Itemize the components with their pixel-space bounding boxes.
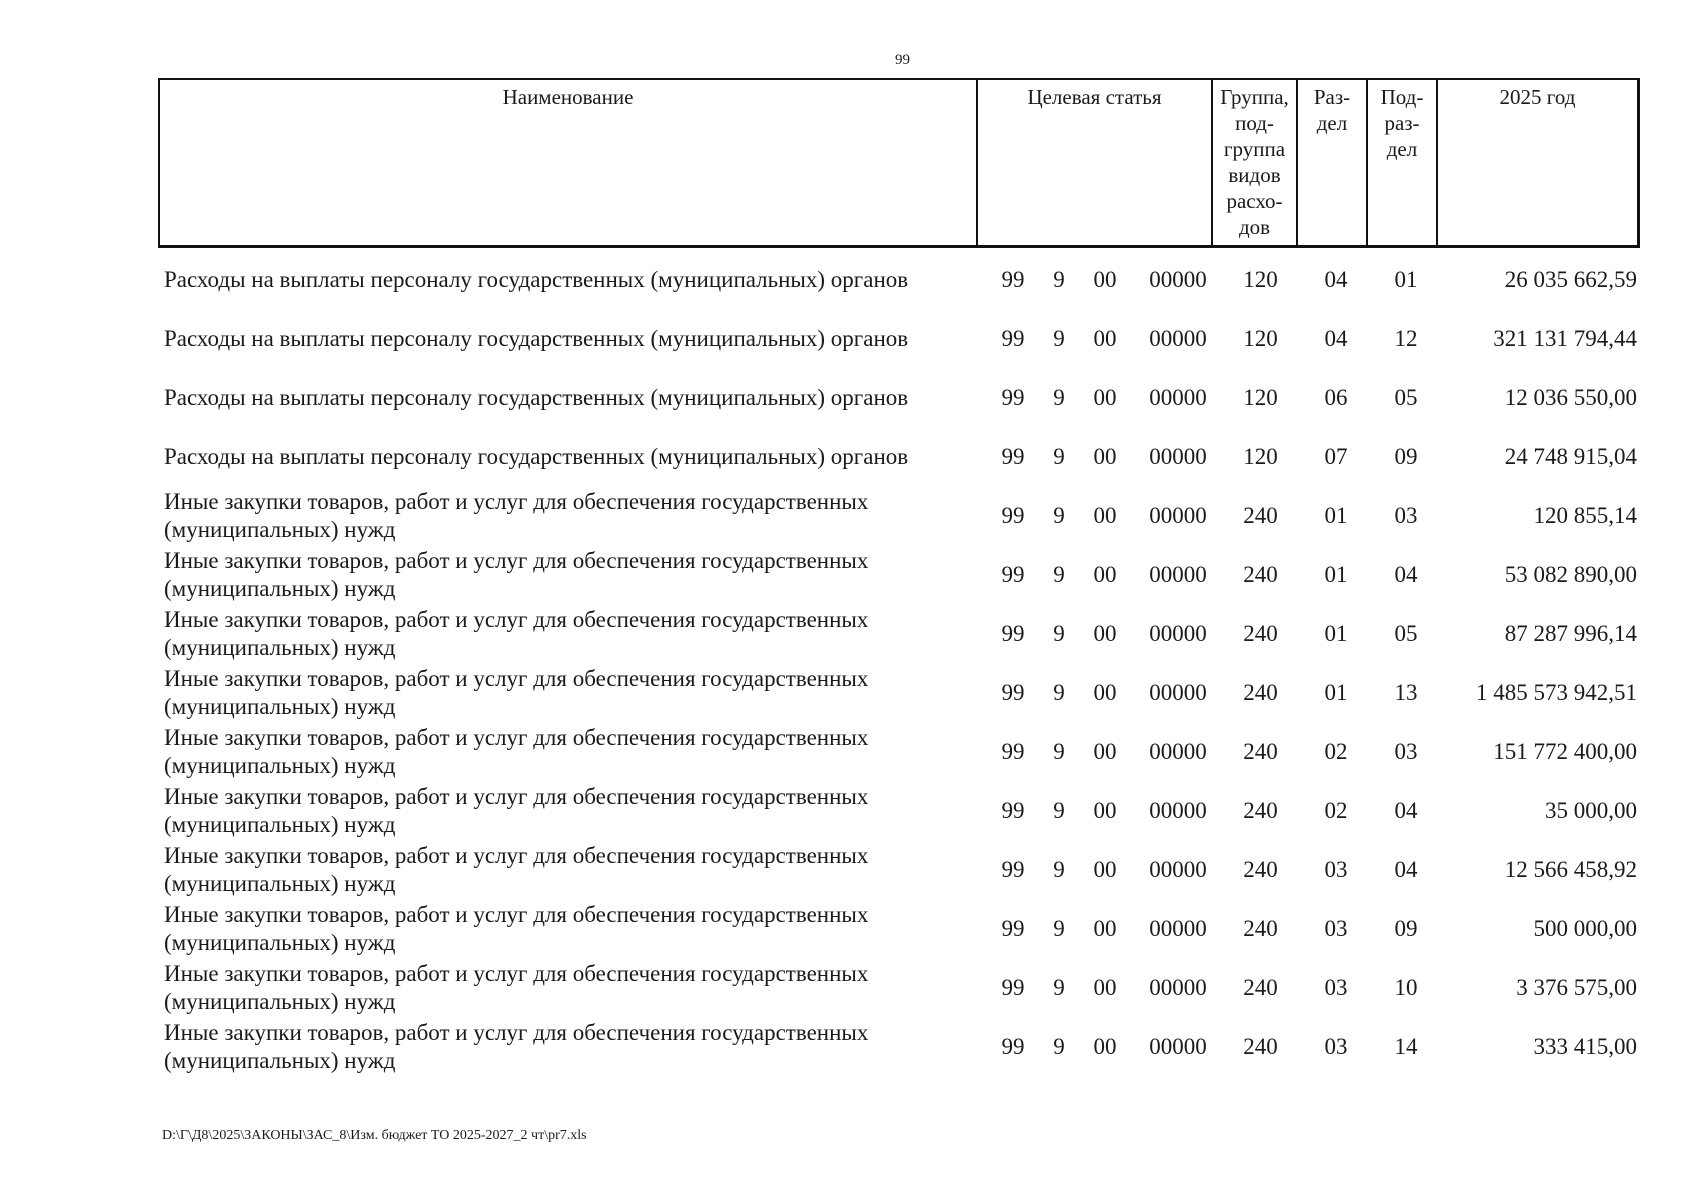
row-amount: 87 287 996,14 [1504, 620, 1637, 646]
row-expense-group: 120 [1243, 266, 1278, 292]
header-year: 2025 год [1499, 85, 1576, 109]
row-expense-group: 240 [1243, 856, 1278, 882]
row-target-direction: 00000 [1149, 266, 1207, 292]
row-podrazdel: 04 [1394, 561, 1418, 587]
row-expense-group: 240 [1243, 915, 1278, 941]
row-amount: 12 036 550,00 [1504, 384, 1637, 410]
table-row [158, 840, 1640, 899]
row-target-program: 99 [1001, 679, 1025, 705]
row-target-direction: 00000 [1149, 620, 1207, 646]
row-name: Иные закупки товаров, работ и услуг для обеспечения государственных (муниципальных) нужд [164, 960, 869, 1014]
row-name: Расходы на выплаты персоналу государственных (муниципальных) органов [164, 325, 909, 351]
row-name: Расходы на выплаты персоналу государственных (муниципальных) органов [164, 384, 909, 410]
row-target-program: 99 [1001, 974, 1025, 1000]
row-target-subprogram: 9 [1053, 325, 1065, 351]
row-razdel: 01 [1324, 620, 1348, 646]
row-target-main-event: 00 [1093, 974, 1117, 1000]
row-expense-group: 240 [1243, 738, 1278, 764]
row-razdel: 01 [1324, 502, 1348, 528]
row-name: Иные закупки товаров, работ и услуг для обеспечения государственных (муниципальных) нужд [164, 1019, 869, 1073]
row-podrazdel: 09 [1394, 915, 1418, 941]
row-razdel: 01 [1324, 561, 1348, 587]
row-podrazdel: 09 [1394, 443, 1418, 469]
row-expense-group: 240 [1243, 620, 1278, 646]
row-target-direction: 00000 [1149, 384, 1207, 410]
header-expense-group: Группа, под- группа видов расхо- дов [1213, 80, 1298, 245]
table-body [158, 250, 1640, 1076]
row-amount: 12 566 458,92 [1504, 856, 1637, 882]
row-target-subprogram: 9 [1053, 915, 1065, 941]
row-target-subprogram: 9 [1053, 797, 1065, 823]
row-target-main-event: 00 [1093, 797, 1117, 823]
row-podrazdel: 10 [1394, 974, 1418, 1000]
row-target-program: 99 [1001, 1033, 1025, 1059]
row-razdel: 03 [1324, 915, 1348, 941]
row-target-direction: 00000 [1149, 1033, 1207, 1059]
row-target-subprogram: 9 [1053, 856, 1065, 882]
row-expense-group: 240 [1243, 502, 1278, 528]
row-amount: 1 485 573 942,51 [1476, 679, 1637, 705]
row-target-subprogram: 9 [1053, 738, 1065, 764]
row-amount: 151 772 400,00 [1493, 738, 1637, 764]
row-target-main-event: 00 [1093, 266, 1117, 292]
row-target-direction: 00000 [1149, 325, 1207, 351]
row-target-main-event: 00 [1093, 915, 1117, 941]
row-amount: 333 415,00 [1533, 1033, 1637, 1059]
table-header [158, 78, 1640, 248]
row-target-subprogram: 9 [1053, 561, 1065, 587]
row-target-program: 99 [1001, 738, 1025, 764]
row-amount: 321 131 794,44 [1493, 325, 1637, 351]
table-row [158, 1017, 1640, 1076]
row-podrazdel: 12 [1394, 325, 1418, 351]
row-target-direction: 00000 [1149, 915, 1207, 941]
row-podrazdel: 03 [1394, 502, 1418, 528]
table-row [158, 722, 1640, 781]
table-row [158, 958, 1640, 1017]
row-target-subprogram: 9 [1053, 266, 1065, 292]
row-expense-group: 120 [1243, 325, 1278, 351]
row-razdel: 03 [1324, 1033, 1348, 1059]
row-target-main-event: 00 [1093, 1033, 1117, 1059]
row-target-direction: 00000 [1149, 679, 1207, 705]
table-row [158, 368, 1640, 427]
header-target-article: Целевая статья [978, 80, 1213, 245]
row-podrazdel: 01 [1394, 266, 1418, 292]
row-name: Иные закупки товаров, работ и услуг для обеспечения государственных (муниципальных) нужд [164, 783, 869, 837]
table-row [158, 781, 1640, 840]
row-name: Иные закупки товаров, работ и услуг для обеспечения государственных (муниципальных) нужд [164, 724, 869, 778]
row-razdel: 06 [1324, 384, 1348, 410]
row-expense-group: 240 [1243, 679, 1278, 705]
row-target-main-event: 00 [1093, 443, 1117, 469]
row-amount: 53 082 890,00 [1504, 561, 1637, 587]
row-target-direction: 00000 [1149, 443, 1207, 469]
table-row [158, 427, 1640, 486]
header-name: Наименование [160, 80, 978, 245]
row-expense-group: 240 [1243, 797, 1278, 823]
row-target-direction: 00000 [1149, 797, 1207, 823]
row-target-main-event: 00 [1093, 679, 1117, 705]
row-name: Иные закупки товаров, работ и услуг для обеспечения государственных (муниципальных) нужд [164, 488, 869, 542]
header-podrazdel: Под- раз- дел [1368, 80, 1438, 245]
row-amount: 500 000,00 [1533, 915, 1637, 941]
table-row [158, 545, 1640, 604]
row-target-subprogram: 9 [1053, 502, 1065, 528]
row-target-program: 99 [1001, 443, 1025, 469]
table-row [158, 663, 1640, 722]
table-row [158, 486, 1640, 545]
file-path-footer: D:\Г\Д8\2025\ЗАКОНЫ\ЗАС_8\Изм. бюджет ТО 2025-2027_2 чт\pr7.xls [162, 1128, 587, 1143]
table-row [158, 899, 1640, 958]
row-podrazdel: 13 [1394, 679, 1418, 705]
row-razdel: 07 [1324, 443, 1348, 469]
table-row [158, 309, 1640, 368]
row-target-main-event: 00 [1093, 738, 1117, 764]
row-target-direction: 00000 [1149, 561, 1207, 587]
row-target-main-event: 00 [1093, 502, 1117, 528]
row-target-program: 99 [1001, 561, 1025, 587]
row-razdel: 04 [1324, 325, 1348, 351]
row-target-subprogram: 9 [1053, 384, 1065, 410]
row-target-program: 99 [1001, 266, 1025, 292]
row-target-subprogram: 9 [1053, 679, 1065, 705]
table-row [158, 250, 1640, 309]
row-amount: 120 855,14 [1533, 502, 1637, 528]
row-podrazdel: 14 [1394, 1033, 1418, 1059]
row-target-subprogram: 9 [1053, 443, 1065, 469]
row-target-program: 99 [1001, 620, 1025, 646]
row-podrazdel: 03 [1394, 738, 1418, 764]
row-target-program: 99 [1001, 915, 1025, 941]
row-podrazdel: 04 [1394, 797, 1418, 823]
row-podrazdel: 04 [1394, 856, 1418, 882]
row-name: Иные закупки товаров, работ и услуг для обеспечения государственных (муниципальных) нужд [164, 842, 869, 896]
header-razdel: Раз- дел [1298, 80, 1368, 245]
row-target-subprogram: 9 [1053, 974, 1065, 1000]
row-name: Расходы на выплаты персоналу государственных (муниципальных) органов [164, 266, 909, 292]
row-target-program: 99 [1001, 856, 1025, 882]
row-podrazdel: 05 [1394, 384, 1418, 410]
row-expense-group: 240 [1243, 1033, 1278, 1059]
row-name: Иные закупки товаров, работ и услуг для обеспечения государственных (муниципальных) нужд [164, 606, 869, 660]
row-target-subprogram: 9 [1053, 620, 1065, 646]
row-podrazdel: 05 [1394, 620, 1418, 646]
page-number: 99 [895, 52, 910, 68]
row-target-direction: 00000 [1149, 974, 1207, 1000]
row-expense-group: 120 [1243, 443, 1278, 469]
row-target-main-event: 00 [1093, 561, 1117, 587]
row-razdel: 02 [1324, 738, 1348, 764]
row-target-subprogram: 9 [1053, 1033, 1065, 1059]
row-razdel: 02 [1324, 797, 1348, 823]
row-target-main-event: 00 [1093, 325, 1117, 351]
row-amount: 35 000,00 [1545, 797, 1637, 823]
row-target-direction: 00000 [1149, 856, 1207, 882]
row-name: Иные закупки товаров, работ и услуг для обеспечения государственных (муниципальных) нужд [164, 547, 869, 601]
row-target-main-event: 00 [1093, 856, 1117, 882]
row-razdel: 04 [1324, 266, 1348, 292]
row-expense-group: 240 [1243, 974, 1278, 1000]
row-expense-group: 240 [1243, 561, 1278, 587]
row-target-program: 99 [1001, 502, 1025, 528]
row-name: Иные закупки товаров, работ и услуг для обеспечения государственных (муниципальных) нужд [164, 901, 869, 955]
row-razdel: 03 [1324, 856, 1348, 882]
row-razdel: 03 [1324, 974, 1348, 1000]
row-target-program: 99 [1001, 797, 1025, 823]
row-target-program: 99 [1001, 325, 1025, 351]
row-amount: 24 748 915,04 [1504, 443, 1637, 469]
row-name: Иные закупки товаров, работ и услуг для обеспечения государственных (муниципальных) нужд [164, 665, 869, 719]
row-name: Расходы на выплаты персоналу государственных (муниципальных) органов [164, 443, 909, 469]
row-target-main-event: 00 [1093, 620, 1117, 646]
row-amount: 3 376 575,00 [1516, 974, 1637, 1000]
row-target-main-event: 00 [1093, 384, 1117, 410]
row-target-program: 99 [1001, 384, 1025, 410]
row-target-direction: 00000 [1149, 502, 1207, 528]
row-expense-group: 120 [1243, 384, 1278, 410]
row-razdel: 01 [1324, 679, 1348, 705]
row-target-direction: 00000 [1149, 738, 1207, 764]
row-amount: 26 035 662,59 [1504, 266, 1637, 292]
table-row [158, 604, 1640, 663]
